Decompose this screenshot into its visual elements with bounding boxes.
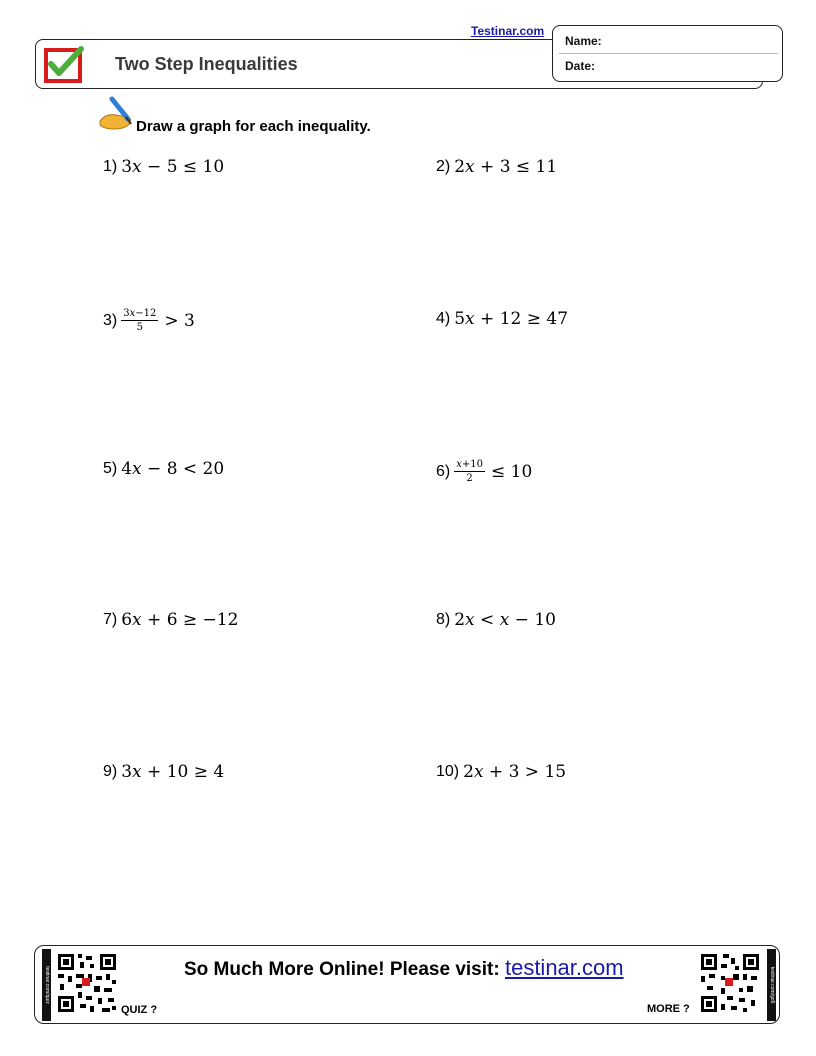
instruction-text: Draw a graph for each inequality. [136, 118, 371, 135]
problem-number: 7) [103, 611, 118, 628]
testinar-site-link[interactable]: Testinar.com [471, 24, 545, 38]
problem-number: 6) [436, 462, 451, 480]
problem-expression: ≤ 10 [490, 461, 533, 482]
fraction-numerator: 𝑥+10 [456, 459, 483, 470]
fraction-numerator: 3𝑥−12 [123, 308, 157, 319]
problem-number: 2) [436, 158, 451, 175]
more-label: MORE ? [647, 1003, 690, 1015]
name-label: Name: [565, 34, 602, 48]
fraction [454, 459, 485, 484]
problem-1 [103, 157, 224, 177]
quiz-url-strip: testinar.com/quiz [42, 949, 51, 1021]
problem-expression: 6𝑥 + 6 ≥ −12 [121, 610, 239, 630]
footer-text: So Much More Online! Please visit: [184, 959, 500, 980]
problem-number: 10) [436, 763, 460, 780]
problem-number: 1) [103, 158, 118, 175]
writing-hand-icon [98, 95, 138, 133]
problem-3 [103, 308, 195, 333]
problem-expression: 2𝑥 + 3 > 15 [463, 762, 567, 782]
checkmark-logo-icon [43, 45, 85, 83]
problem-number: 4) [436, 310, 451, 327]
problem-number: 9) [103, 763, 118, 780]
problem-expression: 3𝑥 + 10 ≥ 4 [121, 762, 225, 782]
problem-expression: 3𝑥 − 5 ≤ 10 [121, 157, 225, 177]
problem-number: 3) [103, 311, 118, 329]
problem-7 [103, 610, 238, 630]
footer-message [184, 955, 624, 981]
problem-expression: > 3 [164, 310, 195, 331]
divider [559, 53, 778, 54]
quiz-label: QUIZ ? [121, 1004, 158, 1016]
problem-expression: 5𝑥 + 12 ≥ 47 [454, 309, 569, 329]
problem-5 [103, 459, 224, 479]
name-date-box [552, 25, 783, 82]
worksheet-title: Two Step Inequalities [115, 54, 298, 74]
more-url-strip: testinar.com/go5 [767, 949, 776, 1021]
date-label: Date: [565, 59, 596, 73]
problem-9 [103, 762, 224, 782]
problem-4 [436, 309, 568, 329]
footer-link[interactable]: testinar.com [504, 955, 624, 980]
problem-number: 5) [103, 460, 118, 477]
problem-expression: 4𝑥 − 8 < 20 [121, 459, 225, 479]
fraction [121, 308, 158, 333]
problem-number: 8) [436, 611, 451, 628]
fraction-denominator: 5 [136, 322, 143, 333]
problem-10 [436, 762, 566, 782]
fraction-denominator: 2 [466, 473, 473, 484]
problem-expression: 2𝑥 + 3 ≤ 11 [454, 157, 558, 177]
problem-2 [436, 157, 557, 177]
problem-6 [436, 459, 532, 484]
quiz-qr-code-icon[interactable] [54, 950, 120, 1016]
problem-expression: 2𝑥 < 𝑥 − 10 [454, 610, 556, 630]
problem-8 [436, 610, 556, 630]
more-qr-code-icon[interactable] [697, 950, 763, 1016]
